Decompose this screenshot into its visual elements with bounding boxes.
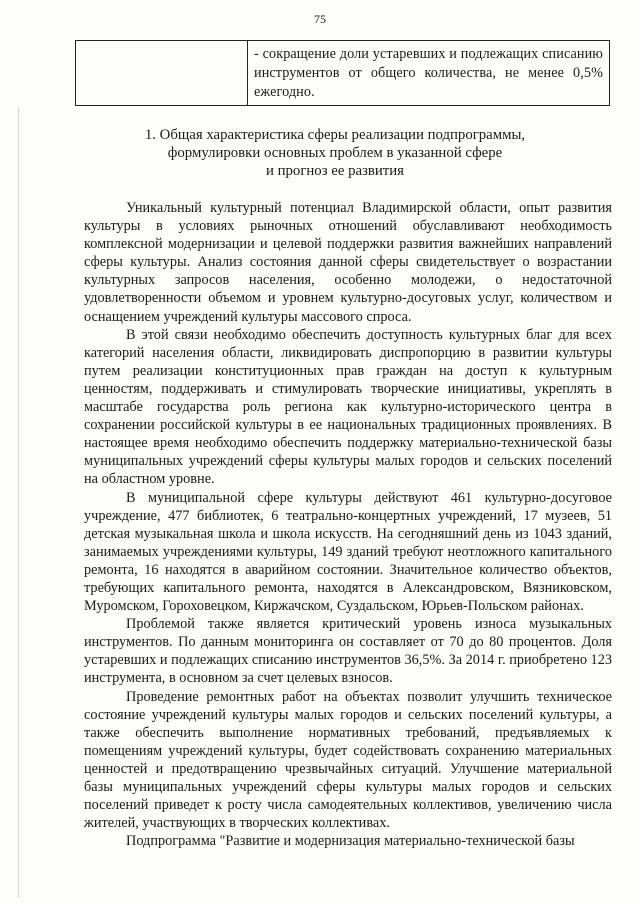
section-heading-line-2: формулировки основных проблем в указанной сфере <box>167 145 503 161</box>
section-heading <box>100 126 570 180</box>
paragraph-5: Проведение ремонтных работ на объектах позволит улучшить техническое состояние учреждений культуры малых городов и сельских поселений культуры, а также обеспечить выполнение нормативных требований, предъявляемых к помещениям учреждений культуры, будет содействовать сохранению материальных ценностей и предотвращению чрезвычайных ситуаций. Улучшение материальной базы муниципальных учреждений сферы культуры малых городов и сельских поселений приведет к росту числа самодеятельных коллективов, увеличению числа жителей, участвующих в творческих коллективах. <box>84 688 612 832</box>
page-number: 75 <box>314 12 326 26</box>
section-heading-line-3: и прогноз ее развития <box>265 163 404 179</box>
paragraph-6: Подпрограмма "Развитие и модернизация материально-технической базы <box>126 833 575 850</box>
scan-edge-line <box>18 108 19 898</box>
paragraph-4: Проблемой также является критический уровень износа музыкальных инструментов. По данным мониторинга он составляет от 70 до 80 процентов. Доля устаревших и подлежащих списанию инструментов 36,5%. За 2014 г. приобретено 123 инструмента, в основном за счет целевых взносов. <box>84 616 613 687</box>
paragraph-1: Уникальный культурный потенциал Владимирской области, опыт развития культуры в условиях рыночных отношений обуславливают необходимость комплексной модернизации и целевой поддержки развития важнейших направлений сферы культуры. Анализ состояния данной сферы свидетельствует о возрастании культурных запросов населения, особенно молодежи, о недостаточной удовлетворенности объемом и уровнем культурно-досуговых услуг, количеством и оснащением учреждений культуры массового спроса. <box>84 200 612 325</box>
body-text <box>84 199 612 850</box>
paragraph-2: В этой связи необходимо обеспечить доступность культурных благ для всех категорий населения области, ликвидировать диспропорцию в развитии культуры путем реализации конституционных прав граждан на доступ к культурным ценностям, поддерживать и стимулировать творческие инициативы, укреплять в масштабе государства роль региона как культурно-исторического центра в сохранении российской культуры в ее национальных традиционных проявлениях. В настоящее время необходимо обеспечить поддержку материально-технической базы муниципальных учреждений сферы культуры малых городов и сельских поселений на областном уровне. <box>84 326 612 488</box>
paragraph-3: В муниципальной сфере культуры действуют 461 культурно-досуговое учреждение, 477 библиотек, 6 театрально-концертных учреждений, 17 музеев, 51 детская музыкальная школа и школа искусств. На сегодняшний день из 1043 зданий, занимаемых учреждениями культуры, 149 зданий требуют неотложного капитального ремонта, 16 находятся в аварийном состоянии. Значительное количество объектов, требующих капитального ремонта, находятся в Александровском, Вязниковском, Муромском, Гороховецком, Киржачском, Суздальском, Юрьев-Польском районах. <box>84 489 612 615</box>
section-heading-line-1: 1. Общая характеристика сферы реализации подпрограммы, <box>144 127 526 143</box>
table-cell-empty <box>76 41 248 105</box>
table-fragment <box>75 40 610 106</box>
table-cell-text: - сокращение доли устаревших и подлежащих списанию инструментов от общего количества, не менее 0,5% ежегодно. <box>254 46 603 100</box>
